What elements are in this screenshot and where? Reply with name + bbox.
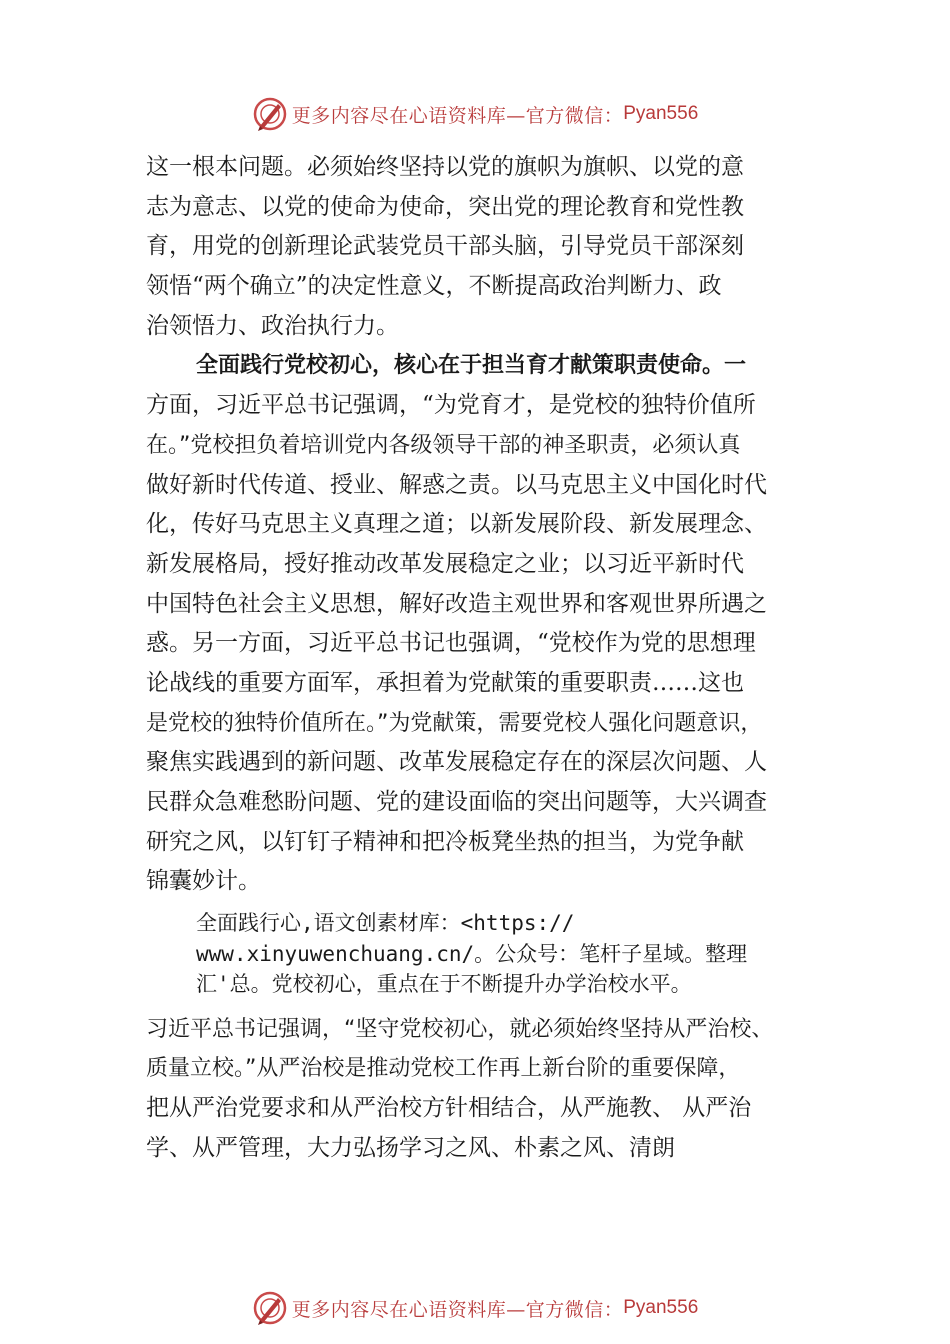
text-line: 习近平总书记强调，“坚守党校初心，就必须始终坚持从严治校、 <box>146 1016 774 1042</box>
text-line: 领悟“两个确立”的决定性意义，不断提高政治判断力、政 <box>146 273 722 300</box>
text-line: 是党校的独特价值所在。”为党献策，需要党校人强化问题意识， <box>146 710 763 736</box>
source-note: 全面践行心,语文创素材库：<https:// <box>196 911 575 936</box>
source-note: www.xinyuwenchuang.cn/。公众号：笔杆子星域。整理 <box>196 941 748 966</box>
text-line: 把从严治党要求和从严治校方针相结合，从严施教、 从严治 <box>146 1094 752 1121</box>
section-heading: 全面践行党校初心，核心在于担当育才献策职责使命。一 <box>196 353 747 379</box>
source-note: 汇'总。党校初心，重点在于不断提升办学治校水平。 <box>196 972 692 997</box>
footer-banner <box>0 1288 950 1328</box>
text-line: 在。”党校担负着培训党内各级领导干部的神圣职责，必须认真 <box>146 432 741 458</box>
text-line: 聚焦实践遇到的新问题、改革发展稳定存在的深层次问题、人 <box>146 749 767 776</box>
text-line: 中国特色社会主义思想，解好改造主观世界和客观世界所遇之 <box>146 590 767 617</box>
text-line: 惑。另一方面，习近平总书记也强调，“党校作为党的思想理 <box>146 630 756 657</box>
text-line: 做好新时代传道、授业、解惑之责。以马克思主义中国化时代 <box>146 471 767 498</box>
text-line: 民群众急难愁盼问题、党的建设面临的突出问题等，大兴调查 <box>146 789 767 815</box>
text-line: 研究之风，以钉钉子精神和把冷板凳坐热的担当，为党争献 <box>146 828 744 855</box>
text-line: 方面，习近平总书记强调，“为党育才，是党校的独特价值所 <box>146 392 756 419</box>
text-line: 化，传好马克思主义真理之道；以新发展阶段、新发展理念、 <box>146 511 767 538</box>
text-line: 育，用党的创新理论武装党员干部头脑，引导党员干部深刻 <box>146 233 744 260</box>
text-line: 治领悟力、政治执行力。 <box>146 312 399 339</box>
header-banner <box>0 94 950 134</box>
text-line: 这一根本问题。必须始终坚持以党的旗帜为旗帜、以党的意 <box>146 154 744 180</box>
text-line: 质量立校。”从严治校是推动党校工作再上新台阶的重要保障， <box>146 1056 741 1082</box>
text-line: 锦囊妙计。 <box>146 868 261 895</box>
text-line: 志为意志、以党的使命为使命，突出党的理论教育和党性教 <box>146 193 744 220</box>
wechat-id: Pyan556 <box>623 103 699 124</box>
text-line: 学、从严管理，大力弘扬学习之风、朴素之风、清朗 <box>146 1134 675 1161</box>
pen-logo-icon <box>252 96 288 132</box>
banner-text: 更多内容尽在心语资料库—官方微信： <box>291 104 624 127</box>
wechat-id: Pyan556 <box>623 1297 699 1318</box>
text-line: 论战线的重要方面军，承担着为党献策的重要职责……这也 <box>146 669 744 696</box>
banner-text: 更多内容尽在心语资料库—官方微信： <box>291 1298 624 1321</box>
text-line: 新发展格局，授好推动改革发展稳定之业；以习近平新时代 <box>146 550 744 577</box>
pen-logo-icon <box>252 1290 288 1326</box>
document-body <box>146 148 846 1168</box>
